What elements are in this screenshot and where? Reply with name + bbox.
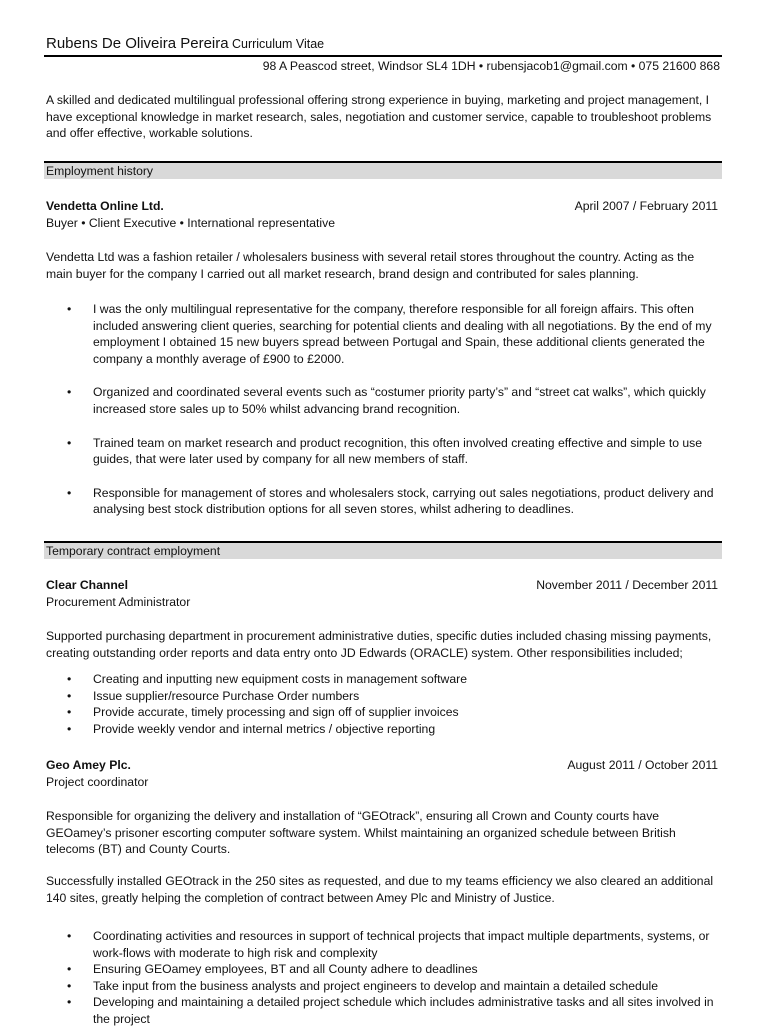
list-item-text: Provide accurate, timely processing and sign off of supplier invoices (93, 705, 459, 720)
header-rule (44, 55, 722, 57)
list-item (46, 961, 722, 978)
list-item-text: Developing and maintaining a detailed project schedule which includes administrative tasks and all sites involved in the project (93, 995, 714, 1026)
list-item-text: Provide weekly vendor and internal metrics / objective reporting (93, 721, 436, 736)
bullet-icon: • (67, 302, 72, 316)
bullet-icon: • (67, 721, 72, 736)
list-item (46, 671, 722, 688)
person-name: Rubens De Oliveira Pereira (46, 35, 229, 52)
responsibility-list (46, 301, 722, 535)
cv-label: Curriculum Vitae (231, 37, 325, 51)
cv-header (46, 36, 324, 53)
employment-dates: April 2007 / February 2011 (574, 199, 718, 213)
company-name: Geo Amey Plc. (46, 758, 131, 772)
job-description: Vendetta Ltd was a fashion retailer / wholesalers business with several retail stores throughout the country. Acting as the main buyer for the company I carried out all market research, brand design and contributed for sales planning. (46, 250, 695, 281)
bullet-icon: • (67, 962, 72, 977)
company-name: Vendetta Online Ltd. (46, 199, 164, 213)
job-description: Responsible for organizing the delivery and installation of “GEOtrack”, ensuring all Crown and County courts have GEOamey’s prisoner escorting computer software system. Whilst maintaining an organized schedule between British telecoms (BT) and County Courts. (46, 809, 676, 857)
list-item (46, 994, 722, 1027)
section-heading-temporary: Temporary contract employment (44, 541, 722, 559)
list-item (46, 301, 722, 367)
list-item (46, 435, 722, 468)
company-name: Clear Channel (46, 578, 128, 592)
bullet-icon: • (67, 672, 72, 686)
list-item (46, 978, 722, 995)
list-item-text: Responsible for management of stores and wholesalers stock, carrying out sales negotiations, product delivery and analysing best stock distribution options for all seven stores, whilst adhering to deadlines. (93, 485, 714, 517)
list-item (46, 721, 722, 738)
employment-dates: August 2011 / October 2011 (567, 758, 718, 772)
bullet-icon: • (67, 688, 72, 703)
list-item-text: I was the only multilingual representative for the company, therefore responsible for all foreign affairs. This often included answering client queries, searching for potential clients and dealing with all negotiations. By the end of my employment I obtained 15 new buyers spread between Portugal and Spain, these additional clients generated the company a monthly average of £900 to £2000. (93, 302, 712, 366)
list-item-text: Coordinating activities and resources in support of technical projects that impact multiple departments, systems, or work-flows with moderate to high risk and complexity (93, 929, 710, 960)
job-description: Supported purchasing department in procurement administrative duties, specific duties included chasing missing payments, creating outstanding order reports and data entry onto JD Edwards (ORACLE) system. Other responsibilities included; (46, 629, 712, 660)
list-item (46, 384, 722, 417)
job-title: Buyer • Client Executive • International representative (46, 216, 335, 230)
bullet-icon: • (67, 978, 72, 993)
bullet-icon: • (67, 485, 72, 500)
responsibility-list (46, 928, 722, 1028)
list-item-text: Issue supplier/resource Purchase Order numbers (93, 688, 360, 703)
responsibility-list (46, 671, 722, 737)
bullet-icon: • (67, 929, 72, 943)
bullet-icon: • (67, 385, 72, 400)
employment-dates: November 2011 / December 2011 (536, 578, 718, 592)
list-item (46, 688, 722, 705)
list-item-text: Trained team on market research and product recognition, this often involved creating effective and simple to use guides, that were later used by company for all new members of staff. (93, 435, 703, 467)
job-title: Project coordinator (46, 775, 149, 789)
profile-summary: A skilled and dedicated multilingual professional offering strong experience in buying, marketing and project management, I have exceptional knowledge in market research, sales, negotiation and customer service, capable to troubleshoot problems and offer effective, workable solutions. (46, 93, 712, 141)
job-description: Successfully installed GEOtrack in the 250 sites as requested, and due to my teams efficiency we also cleared an additional 140 sites, greatly helping the completion of contract between Amey Plc and Ministry of Justice. (46, 874, 714, 905)
job-title: Procurement Administrator (46, 595, 191, 609)
list-item-text: Organized and coordinated several events such as “costumer priority party’s” and “street cat walks”, which quickly increased store sales up to 50% whilst advancing brand recognition. (93, 385, 706, 416)
bullet-icon: • (67, 995, 72, 1010)
list-item (46, 928, 722, 961)
list-item-text: Take input from the business analysts and project engineers to develop and maintain a detailed schedule (93, 978, 659, 993)
list-item (46, 485, 722, 518)
list-item-text: Creating and inputting new equipment costs in management software (93, 672, 467, 686)
section-heading-employment: Employment history (44, 161, 722, 179)
bullet-icon: • (67, 705, 72, 720)
list-item (46, 704, 722, 721)
contact-details: 98 A Peascod street, Windsor SL4 1DH • rubensjacob1@gmail.com • 075 21600 868 (262, 59, 720, 73)
bullet-icon: • (67, 435, 72, 450)
list-item-text: Ensuring GEOamey employees, BT and all County adhere to deadlines (93, 962, 478, 977)
